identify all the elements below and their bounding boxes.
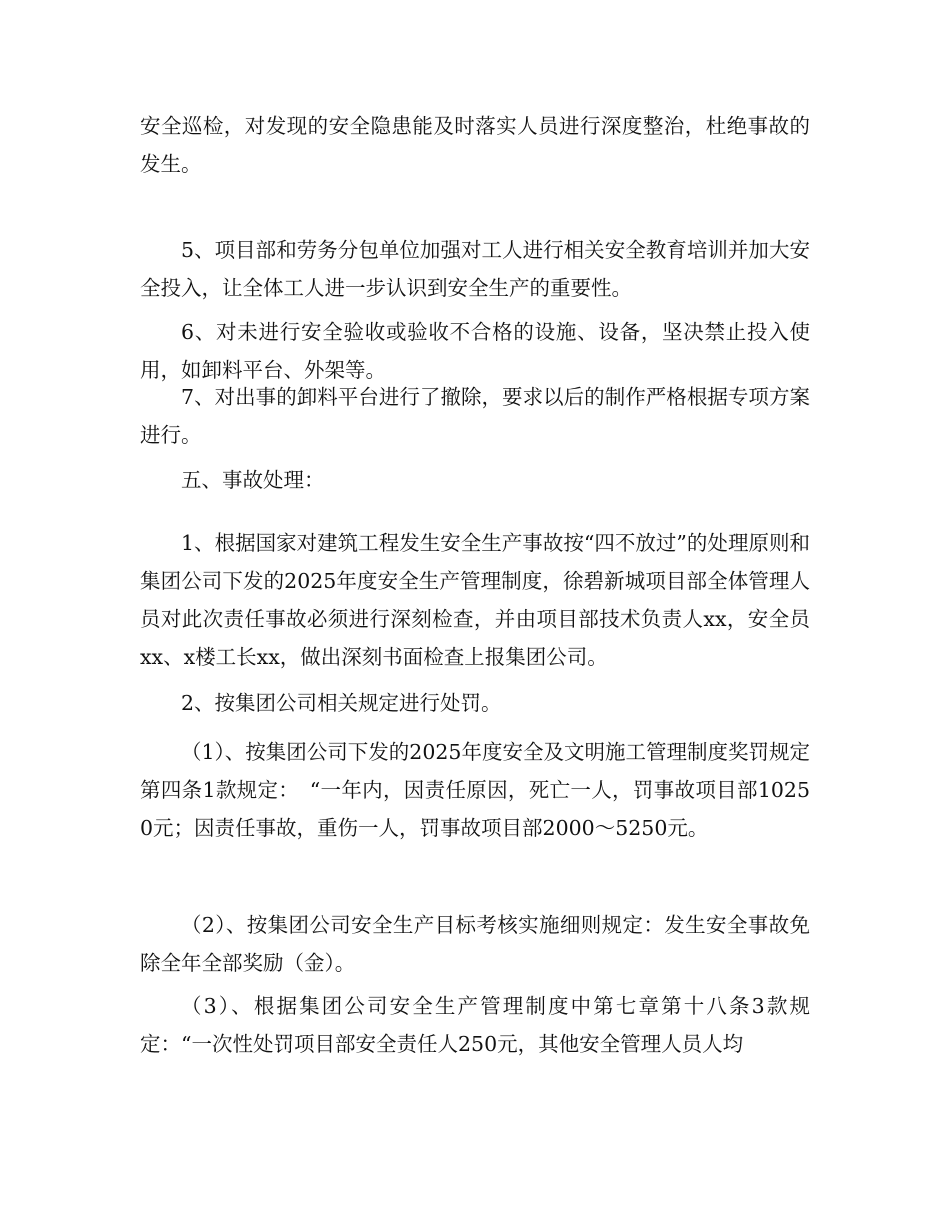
paragraph-handling-2: 2、按集团公司相关规定进行处罚。 — [181, 691, 502, 715]
paragraph-penalty-2: （2）、按集团公司安全生产目标考核实施细则规定：发生安全事故免除全年全部奖励（金）。 — [140, 913, 810, 975]
paragraph-item-5: 5、项目部和劳务分包单位加强对工人进行相关安全教育培训并加大安全投入，让全体工人进一步认识到安全生产的重要性。 — [140, 238, 810, 300]
paragraph-item-6: 6、对未进行安全验收或验收不合格的设施、设备，坚决禁止投入使用，如卸料平台、外架等。 — [140, 320, 810, 382]
section-heading-accident-handling: 五、事故处理： — [181, 468, 325, 492]
paragraph-handling-1: 1、根据国家对建筑工程发生安全生产事故按“四不放过”的处理原则和集团公司下发的2025年度安全生产管理制度，徐碧新城项目部全体管理人员对此次责任事故必须进行深刻检查，并由项目部技术负责人xx，安全员xx、x楼工长xx，做出深刻书面检查上报集团公司。 — [140, 531, 810, 669]
paragraph-penalty-1: （1）、按集团公司下发的2025年度安全及文明施工管理制度奖罚规定第四条1款规定： “一年内，因责任原因，死亡一人，罚事故项目部10250元；因责任事故，重伤一人，罚事故项目部2000～5250元。 — [140, 740, 810, 840]
paragraph-safety-inspection: 安全巡检，对发现的安全隐患能及时落实人员进行深度整治，杜绝事故的发生。 — [140, 114, 810, 176]
paragraph-item-7: 7、对出事的卸料平台进行了撤除，要求以后的制作严格根据专项方案进行。 — [140, 385, 810, 447]
paragraph-penalty-3: （3）、根据集团公司安全生产管理制度中第七章第十八条3款规定：“一次性处罚项目部安全责任人250元，其他安全管理人员人均 — [140, 994, 810, 1056]
